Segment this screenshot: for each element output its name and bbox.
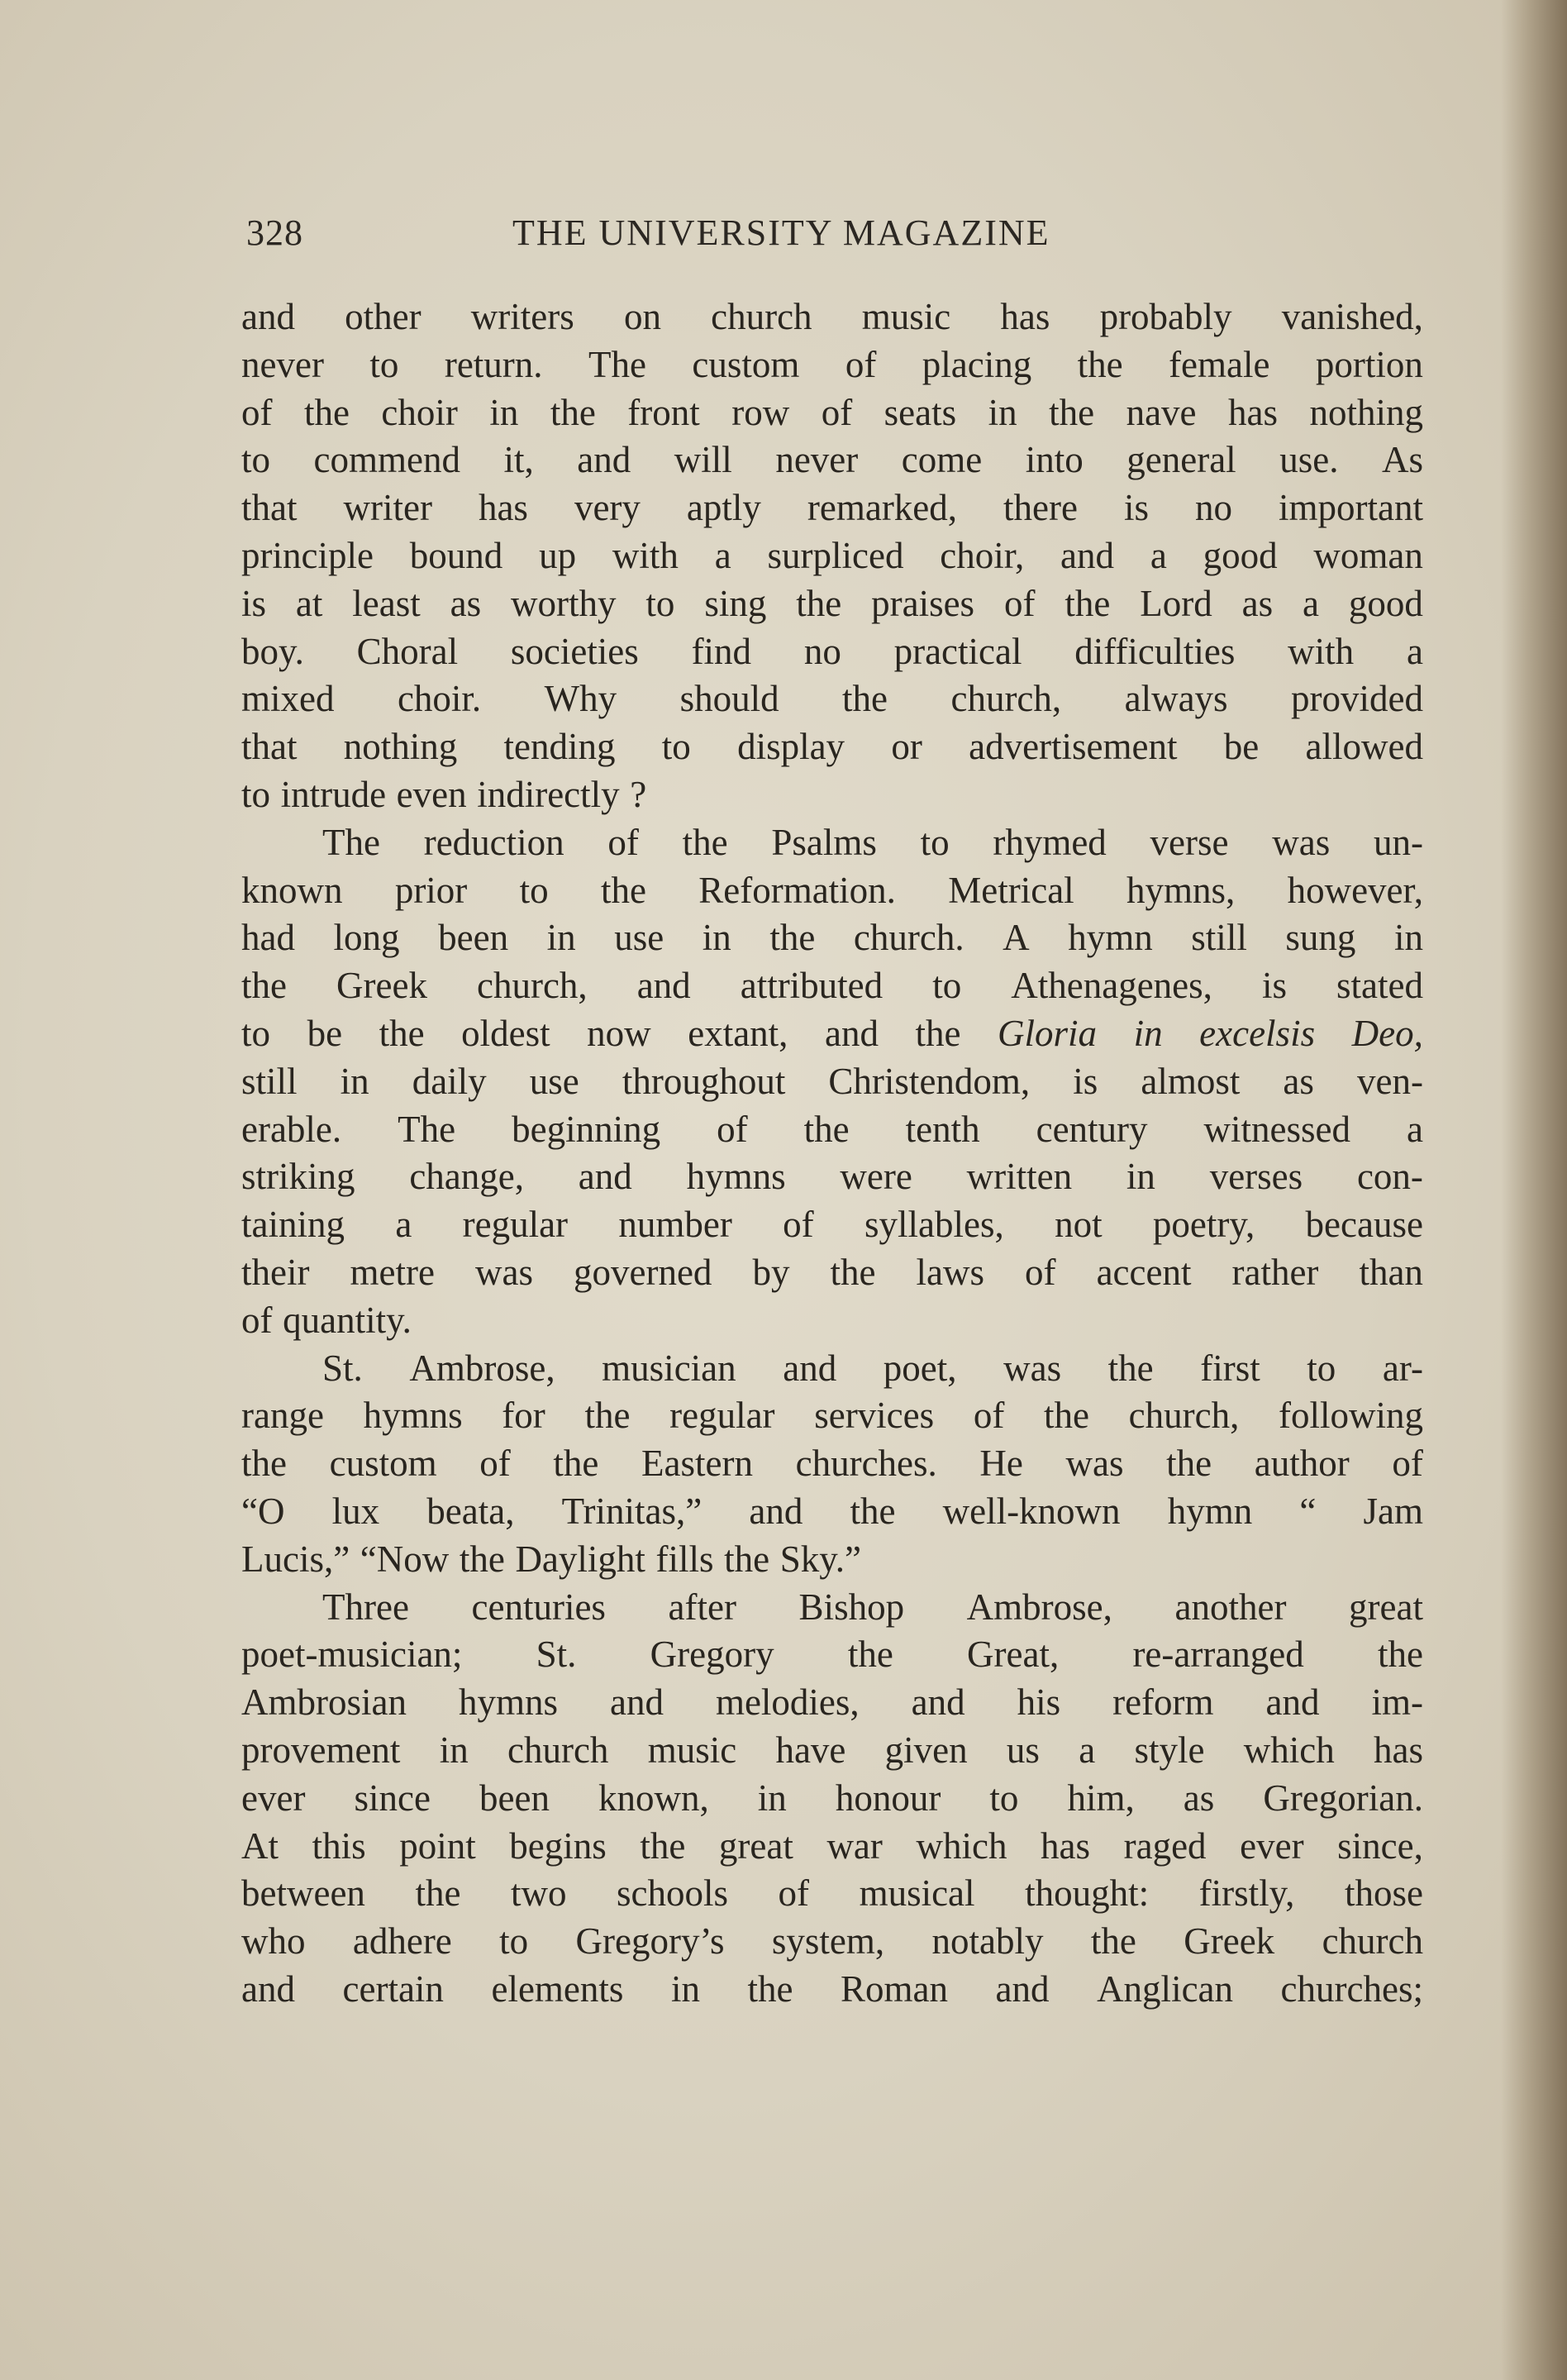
body-text <box>241 293 1423 2014</box>
text-line: Ambrosian hymns and melodies, and his reform and im- <box>241 1681 1423 1724</box>
text-line: and other writers on church music has probably vanished, <box>241 296 1423 337</box>
text-line: of the choir in the front row of seats in the nave has nothing <box>241 391 1423 433</box>
text-line: still in daily use throughout Christendom, is almost as ven- <box>241 1060 1423 1102</box>
text-line: boy. Choral societies find no practical difficulties with a <box>241 630 1423 672</box>
text-line: who adhere to Gregory’s system, notably the Greek church <box>241 1920 1423 1963</box>
text-line: Lucis,” “Now the Daylight fills the Sky.” <box>241 1538 862 1580</box>
text-line: that writer has very aptly remarked, there is no important <box>241 487 1423 529</box>
text-line: the Greek church, and attributed to Athenagenes, is stated <box>241 965 1423 1007</box>
text-line: taining a regular number of syllables, not poetry, because <box>241 1204 1423 1246</box>
running-title: THE UNIVERSITY MAGAZINE <box>512 212 1050 253</box>
text-line: is at least as worthy to sing the praises of the Lord as a good <box>241 582 1423 624</box>
text-line: principle bound up with a surpliced choir, and a good woman <box>241 534 1423 576</box>
text-line: provement in church music have given us a style which has <box>241 1729 1423 1771</box>
text-line: St. Ambrose, musician and poet, was the first to ar- <box>322 1347 1423 1389</box>
text-line: At this point begins the great war which has raged ever since, <box>241 1824 1423 1867</box>
text-line: mixed choir. Why should the church, always provided <box>241 678 1423 720</box>
page-number: 328 <box>246 212 303 253</box>
text-line: of quantity. <box>241 1299 412 1341</box>
text-line: to be the oldest now extant, and the Gloria in excelsis Deo, <box>241 1012 1423 1054</box>
text-line: “O lux beata, Trinitas,” and the well-known hymn “ Jam <box>241 1490 1423 1532</box>
text-line: striking change, and hymns were written in verses con- <box>241 1156 1423 1198</box>
text-line: and certain elements in the Roman and Anglican churches; <box>241 1967 1423 2010</box>
text-line: known prior to the Reformation. Metrical hymns, however, <box>241 869 1423 911</box>
text-line: Three centuries after Bishop Ambrose, another great <box>322 1586 1423 1628</box>
text-line: had long been in use in the church. A hymn still sung in <box>241 917 1423 959</box>
text-line: between the two schools of musical thought: firstly, those <box>241 1872 1423 1915</box>
text-line: poet-musician; St. Gregory the Great, re-arranged the <box>241 1634 1423 1676</box>
text-line: to intrude even indirectly ? <box>241 773 647 815</box>
text-line: that nothing tending to display or advertisement be allowed <box>241 726 1423 768</box>
running-header <box>246 212 1420 261</box>
text-line: never to return. The custom of placing the female portion <box>241 343 1423 385</box>
text-line: the custom of the Eastern churches. He was the author of <box>241 1443 1423 1485</box>
text-line: ever since been known, in honour to him, as Gregorian. <box>241 1777 1423 1819</box>
text-line: erable. The beginning of the tenth century witnessed a <box>241 1108 1423 1150</box>
text-line: range hymns for the regular services of the church, following <box>241 1395 1423 1437</box>
text-line: The reduction of the Psalms to rhymed verse was un- <box>322 821 1423 863</box>
text-line: to commend it, and will never come into general use. As <box>241 439 1423 481</box>
text-line: their metre was governed by the laws of accent rather than <box>241 1251 1423 1293</box>
binding-shadow <box>1501 0 1567 2380</box>
